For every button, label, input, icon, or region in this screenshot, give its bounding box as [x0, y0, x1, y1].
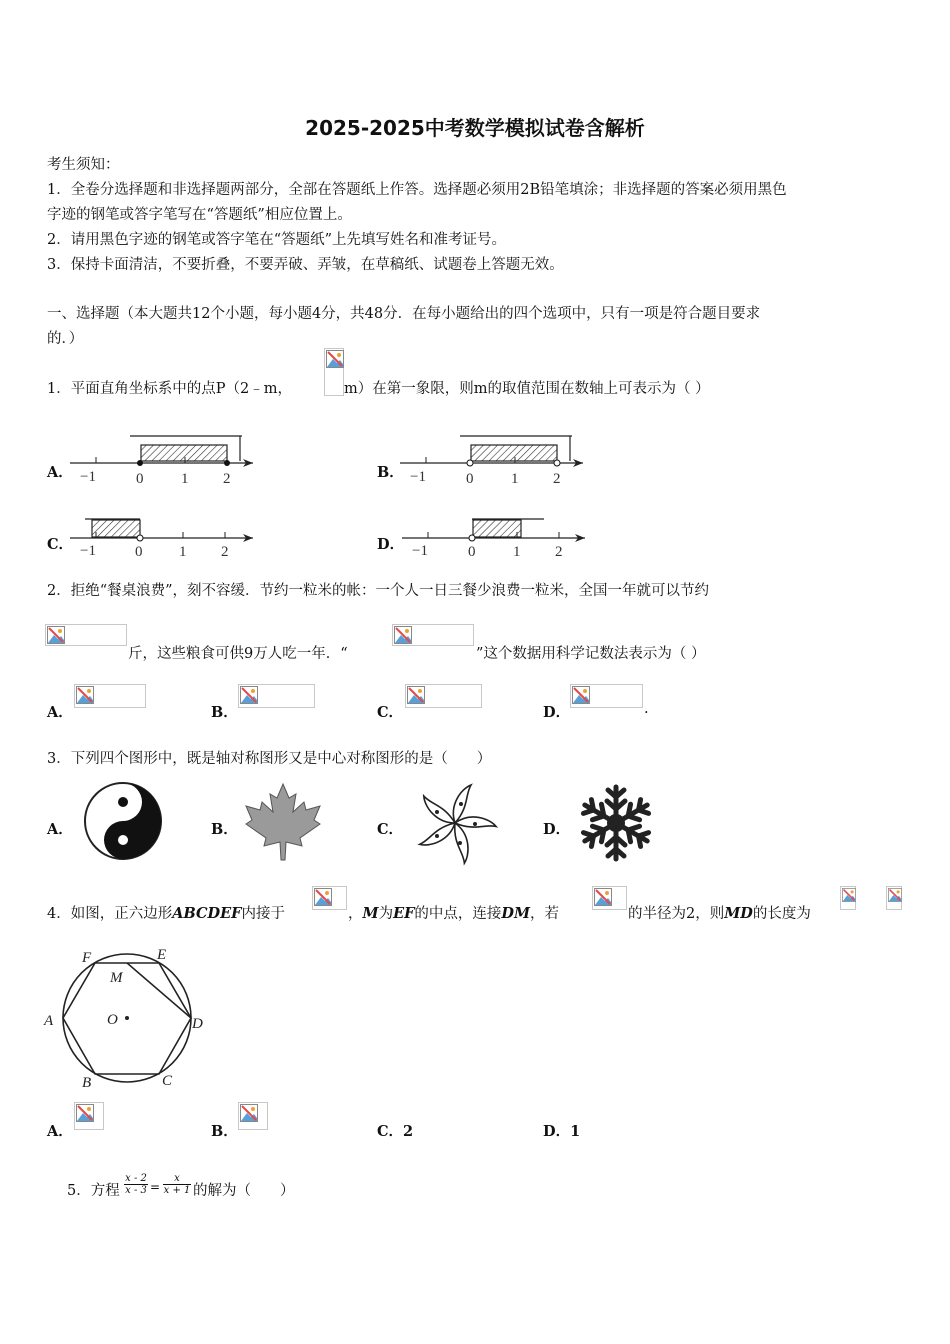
tick-label-2: 2 — [555, 544, 563, 560]
q4-text: 内接于 — [241, 906, 285, 922]
q3-option-d-label: D． — [543, 821, 571, 838]
q4-option-d-label: D． — [543, 1123, 571, 1140]
tick-label-neg1: −1 — [80, 543, 96, 559]
tick-label-0: 0 — [466, 471, 474, 487]
broken-image-icon — [392, 624, 474, 646]
tick-label-2: 2 — [223, 471, 231, 487]
q1-number-line-c — [60, 510, 270, 565]
q4-hexagon-name: ABCDEF — [172, 905, 242, 922]
q4-segment-ef: EF — [393, 905, 415, 922]
q5-denominator-right: x + 1 — [163, 1185, 191, 1196]
q1-option-a-label: A． — [47, 464, 73, 481]
section-heading-cont: 的．） — [47, 331, 84, 347]
bauhinia-flower-icon — [405, 778, 505, 868]
broken-image-icon — [45, 624, 127, 646]
tick-label-2: 2 — [221, 544, 229, 560]
q2-period: . — [644, 701, 649, 717]
broken-image-icon — [74, 1102, 104, 1130]
q1-number-line-d — [392, 510, 602, 565]
q4-text: 的中点，连接 — [414, 906, 502, 922]
notice-item-2: 2．请用黑色字迹的钢笔或答字笔在“答题纸”上先填写姓名和准考证号。 — [47, 232, 507, 248]
q3-stem: 3．下列四个图形中，既是轴对称图形又是中心对称图形的是（ ） — [47, 751, 492, 767]
q4-text: 的半径为2，则 — [628, 906, 725, 922]
q2-option-d-label: D． — [543, 704, 571, 721]
q4-option-b-label: B． — [211, 1123, 238, 1140]
q4-text: 4．如图，正六边形 — [47, 906, 173, 922]
tick-label-1: 1 — [179, 544, 187, 560]
tick-label-neg1: −1 — [410, 469, 426, 485]
q3-option-c-label: C． — [377, 821, 404, 838]
q5-fraction-left — [124, 1173, 148, 1196]
q2-stem-line1: 2．拒绝“餐桌浪费”，刻不容缓．节约一粒米的帐：一个人一日三餐少浪费一粒米，全国一年就可以节约 — [47, 583, 710, 599]
broken-image-icon — [312, 886, 347, 910]
page-title: 2025-2025中考数学模拟试卷含解析 — [305, 116, 645, 140]
q5-denominator-left: x - 3 — [125, 1185, 147, 1196]
broken-image-icon — [74, 684, 146, 708]
label-a: A — [44, 1013, 54, 1029]
q2-option-a-label: A． — [47, 704, 73, 721]
tick-label-neg1: −1 — [80, 469, 96, 485]
label-c: C — [162, 1073, 173, 1089]
broken-image-icon — [238, 1102, 268, 1130]
q2-option-c-label: C． — [377, 704, 404, 721]
q5-numerator-left: x - 2 — [125, 1173, 147, 1184]
broken-image-icon — [405, 684, 482, 708]
q1-number-line-a — [60, 425, 270, 490]
label-f: F — [82, 950, 92, 966]
q1-option-d-label: D． — [377, 536, 405, 553]
q1-stem-suffix: m）在第一象限，则m的取值范围在数轴上可表示为（ ） — [344, 381, 710, 397]
notice-item-1-cont: 字迹的钢笔或答字笔写在“答题纸”相应位置上。 — [47, 207, 352, 223]
q5-numerator-right: x — [163, 1173, 191, 1185]
hexagon-circle-figure — [40, 942, 220, 1092]
snowflake-icon — [572, 780, 660, 866]
tick-label-1: 1 — [513, 544, 521, 560]
q5-stem-prefix: 5．方程 — [67, 1183, 120, 1199]
yin-yang-icon — [78, 777, 168, 865]
q4-text: 的长度为 — [752, 906, 811, 922]
q4-stem-cont — [348, 902, 559, 923]
notice-heading: 考生须知： — [47, 157, 120, 173]
tick-label-0: 0 — [136, 471, 144, 487]
maple-leaf-icon — [240, 780, 326, 864]
q5-stem-suffix: 的解为（ ） — [193, 1183, 295, 1199]
broken-image-icon — [592, 886, 627, 910]
q5-fraction-right — [163, 1173, 191, 1196]
q4-stem — [47, 902, 285, 923]
tick-label-neg1: −1 — [412, 543, 428, 559]
q1-option-b-label: B． — [377, 464, 404, 481]
broken-image-icon — [570, 684, 643, 708]
q4-point-m: M — [362, 905, 379, 922]
tick-label-0: 0 — [468, 544, 476, 560]
label-d: D — [192, 1016, 203, 1032]
tick-label-2: 2 — [553, 471, 561, 487]
broken-image-icon — [238, 684, 315, 708]
q2-stem-mid: 斤，这些粮食可供9万人吃一年．“ — [128, 646, 348, 662]
q4-option-c — [377, 1120, 413, 1141]
broken-image-icon — [840, 886, 856, 910]
q1-number-line-b — [390, 425, 600, 490]
notice-item-1: 1．全卷分选择题和非选择题两部分，全部在答题纸上作答。选择题必须用2B铅笔填涂；非选择题的答案必须用黑色 — [47, 182, 787, 198]
tick-label-0: 0 — [135, 544, 143, 560]
q1-option-c-label: C． — [47, 536, 74, 553]
q4-text: ， — [348, 906, 363, 922]
q4-option-a-label: A． — [47, 1123, 73, 1140]
q2-stem-end: ”这个数据用科学记数法表示为（ ） — [476, 646, 706, 662]
q3-option-b-label: B． — [211, 821, 238, 838]
q4-segment-dm: DM — [501, 905, 531, 922]
label-o: O — [107, 1012, 118, 1028]
q1-stem-prefix: 1．平面直角坐标系中的点P（2﹣m， — [47, 381, 292, 397]
q4-segment-md: MD — [724, 905, 753, 922]
q4-option-d-value: 1 — [570, 1123, 581, 1140]
q4-stem-end — [628, 902, 811, 923]
q5-equals: = — [150, 1180, 161, 1194]
tick-label-1: 1 — [511, 471, 519, 487]
notice-item-3: 3．保持卡面清洁，不要折叠，不要弄破、弄皱，在草稿纸、试题卷上答题无效。 — [47, 257, 564, 273]
label-e: E — [157, 947, 167, 963]
label-b: B — [82, 1075, 92, 1091]
tick-label-1: 1 — [181, 471, 189, 487]
q2-option-b-label: B． — [211, 704, 238, 721]
q4-text: 为 — [378, 906, 394, 922]
q3-option-a-label: A． — [47, 821, 73, 838]
section-heading: 一、选择题（本大题共12个小题，每小题4分，共48分．在每小题给出的四个选项中，只有一项是符合题目要求 — [47, 306, 761, 322]
label-m: M — [110, 970, 123, 986]
q4-option-d — [543, 1120, 580, 1141]
q4-option-c-label: C． — [377, 1123, 404, 1140]
broken-image-icon — [324, 348, 344, 396]
q4-option-c-value: 2 — [403, 1123, 414, 1140]
broken-image-icon — [886, 886, 902, 910]
q4-text: ，若 — [530, 906, 560, 922]
